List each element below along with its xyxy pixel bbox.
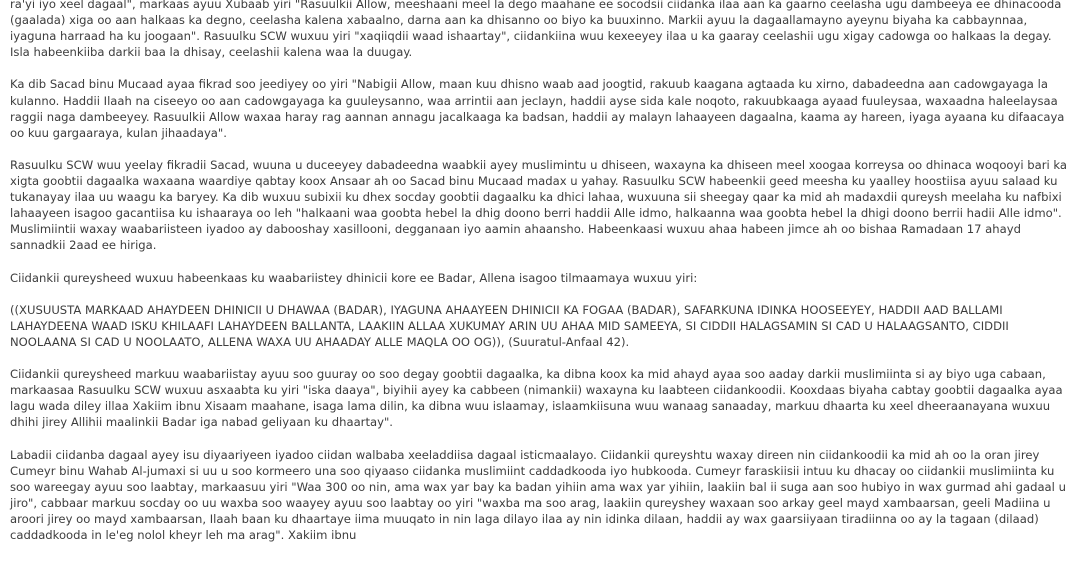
article-body xyxy=(10,0,1068,559)
paragraph-6: Ciidankii qureysheed markuu waabariistay ayuu soo guuray oo soo degay goobtii dagaalka, ka dibna koox ka mid ahayd ayaa soo aaday darkii muslimiinta si ay biyo uga cabaan, markaasaa Rasuulku SCW wuxuu asxaabta ku yiri "iska daaya", biyihii ayey ka cabbeen (nimankii) waxayna ku laabteen ciidankoodii. Kooxdaas biyaha cabtay goobtii dagaalka ayaa lagu wada diley illaa Xakiim ibnu Xisaam maahane, isaga lama dilin, ka dibna wuu islaamay, islaamkiisuna wuu wanaag sanaaday, markuu dhaarta ku xeel dheeraanayana wuxuu dhihi jirey Allihii maalinkii Badar iga nabad geliyaan ku dhaartay". xyxy=(10,367,1063,430)
paragraph-7: Labadii ciidanba dagaal ayey isu diyaariyeen iyadoo ciidan walbaba xeeladdiisa dagaal isticmaalayo. Ciidankii qureyshtu waxay direen nin ciidankoodii ka mid ah oo la oran jirey Cumeyr binu Wahab Al-jumaxi si uu u soo kormeero una soo qiyaaso ciidanka muslimiint caddadkooda iyo hubkooda. Cumeyr faraskiisii intuu ku dhacay oo ciidankii muslimiinta ku soo wareegay ayuu soo laabtay, markaasuu yiri "Waa 300 oo nin, ama wax yar bay ka badan yihiin ama wax yar yihiin, laakiin bal ii suga aan soo hubiyo in wax gurmad ahi gadaal u jiro", cabbaar markuu socday oo uu waxba soo waayey ayuu soo laabtay oo yiri "waxba ma soo arag, laakiin qureyshey waxaan soo arkay geel mayd xambaarsan, geeli Madiina u aroori jirey oo mayd xambaarsan, Ilaah baan ku dhaartaye iima muuqato in nin laga dilayo ilaa ay nin idinka dilaan, haddii ay wax gaarsiiyaan tiradiinna oo ay la tagaan (dilaad) caddadkooda in le'eg nolol kheyr leh ma arag". Xakiim ibnu xyxy=(10,447,1066,543)
paragraph-1: ra'yi iyo xeel dagaal", markaas ayuu Xubaab yiri "Rasuulkii Allow, meeshaani meel la dego maahane ee socodsii ciidanka ilaa aan ka gaarno ceelasha ugu dambeeya ee dhinacooda (gaalada) xiga oo aan halkaas ka degno, ceelasha kalena xabaalno, darna aan ka dhisanno oo biyo ka buuxinno. Markii ayuu la dagaallamayno ayeynu biyaha ka cabbaynnaa, iyaguna harraad ha ku joogaan". Rasuulku SCW wuxuu yiri "xaqiiqdii waad ishaartay", ciidankiina wuu kexeeyey ilaa u ka gaaray ceelashii ugu xigay cadowga oo halkaas la degay. Isla habeenkiiba darkii baa la dhisay, ceelashii kalena waa la duugay. xyxy=(10,0,1062,60)
paragraph-3: Rasuulku SCW wuu yeelay fikradii Sacad, wuuna u duceeyey dabadeedna waabkii ayey muslimintu u dhiseen, waxayna ka dhiseen meel xoogaa korreysa oo dhinaca woqooyi bari ka xigta goobtii dagaalka waxaana waardiye qabtay koox Ansaar ah oo Sacad binu Mucaad madax u yahay. Rasuulku SCW habeenkii geed meesha ku yaalley hoostiisa ayuu salaad ku tukanayay ilaa uu waagu ka baryey. Ka dib wuxuu subixii ku dhex socday goobtii dagaalku ka dhici lahaa, wuxuuna sii sheegay qaar ka mid ah madaxdii qureysh meelaha ku nafbixi lahaayeen isagoo gacantiisa ku ishaaraya oo leh "halkaani waa goobta hebel la dhig doono berri haddii Alle idmo, halkaanna waa goobta hebel la dhigi doono berrii hadii Alle idmo". Muslimiintii waxay waabariisteen iyadoo ay dabooshay xasillooni, degganaan iyo aamin ahaansho. Habeenkaasi wuxuu ahaa habeen jimce ah oo bishaa Ramadaan 17 ahayd sannadkii 2aad ee hiriga. xyxy=(10,157,1068,253)
paragraph-2: Ka dib Sacad binu Mucaad ayaa fikrad soo jeediyey oo yiri "Nabigii Allow, maan kuu dhisno waab aad joogtid, rakuub kaagana agtaada ku xirno, dabadeedna aan cadowgayaga la kulanno. Haddii Ilaah na ciseeyo oo aan cadowgayaga ka guuleysanno, waa arrintii aan jeclayn, haddii ayse sida kale noqoto, rakuubkaaga ayaad fuuleysaa, waxaadna haleelaysaa raggii naga dambeeyey. Rasuulkii Allow waxaa haray rag aannan annagu jacalkaaga ka badsan, haddii ay malayn lahaayeen dagaalna, kaama ay hareen, iyaga ayaana ku difaacaya oo kuu gargaaraya, kulan jihaadaya". xyxy=(10,77,1065,140)
paragraph-4: Ciidankii qureysheed wuxuu habeenkaas ku waabariistey dhinicii kore ee Badar, Allena isagoo tilmaamaya wuxuu yiri: xyxy=(10,270,698,285)
quran-quote-paragraph: ((XUSUUSTA MARKAAD AHAYDEEN DHINICII U DHAWAA (BADAR), IYAGUNA AHAAYEEN DHINICII KA FOGAA (BADAR), SAFARKUNA IDINKA HOOSEEYEY, HADDII AAD BALLAMI LAHAYDEENA WAAD ISKU KHILAAFI LAHAYDEEN BALLANTA, LAAKIIN ALLAA XUKUMAY ARIN UU AHAA MID SAMEEYA, SI CIDDII HALAGSAMIN SI CAD U HALAAGSANTO, CIDDII NOOLAANA SI CAD U NOOLAATO, ALLENA WAXA UU AHAADAY ALLE MAQLA OO OG)), (Suuratul-Anfaal 42). xyxy=(10,302,1009,349)
